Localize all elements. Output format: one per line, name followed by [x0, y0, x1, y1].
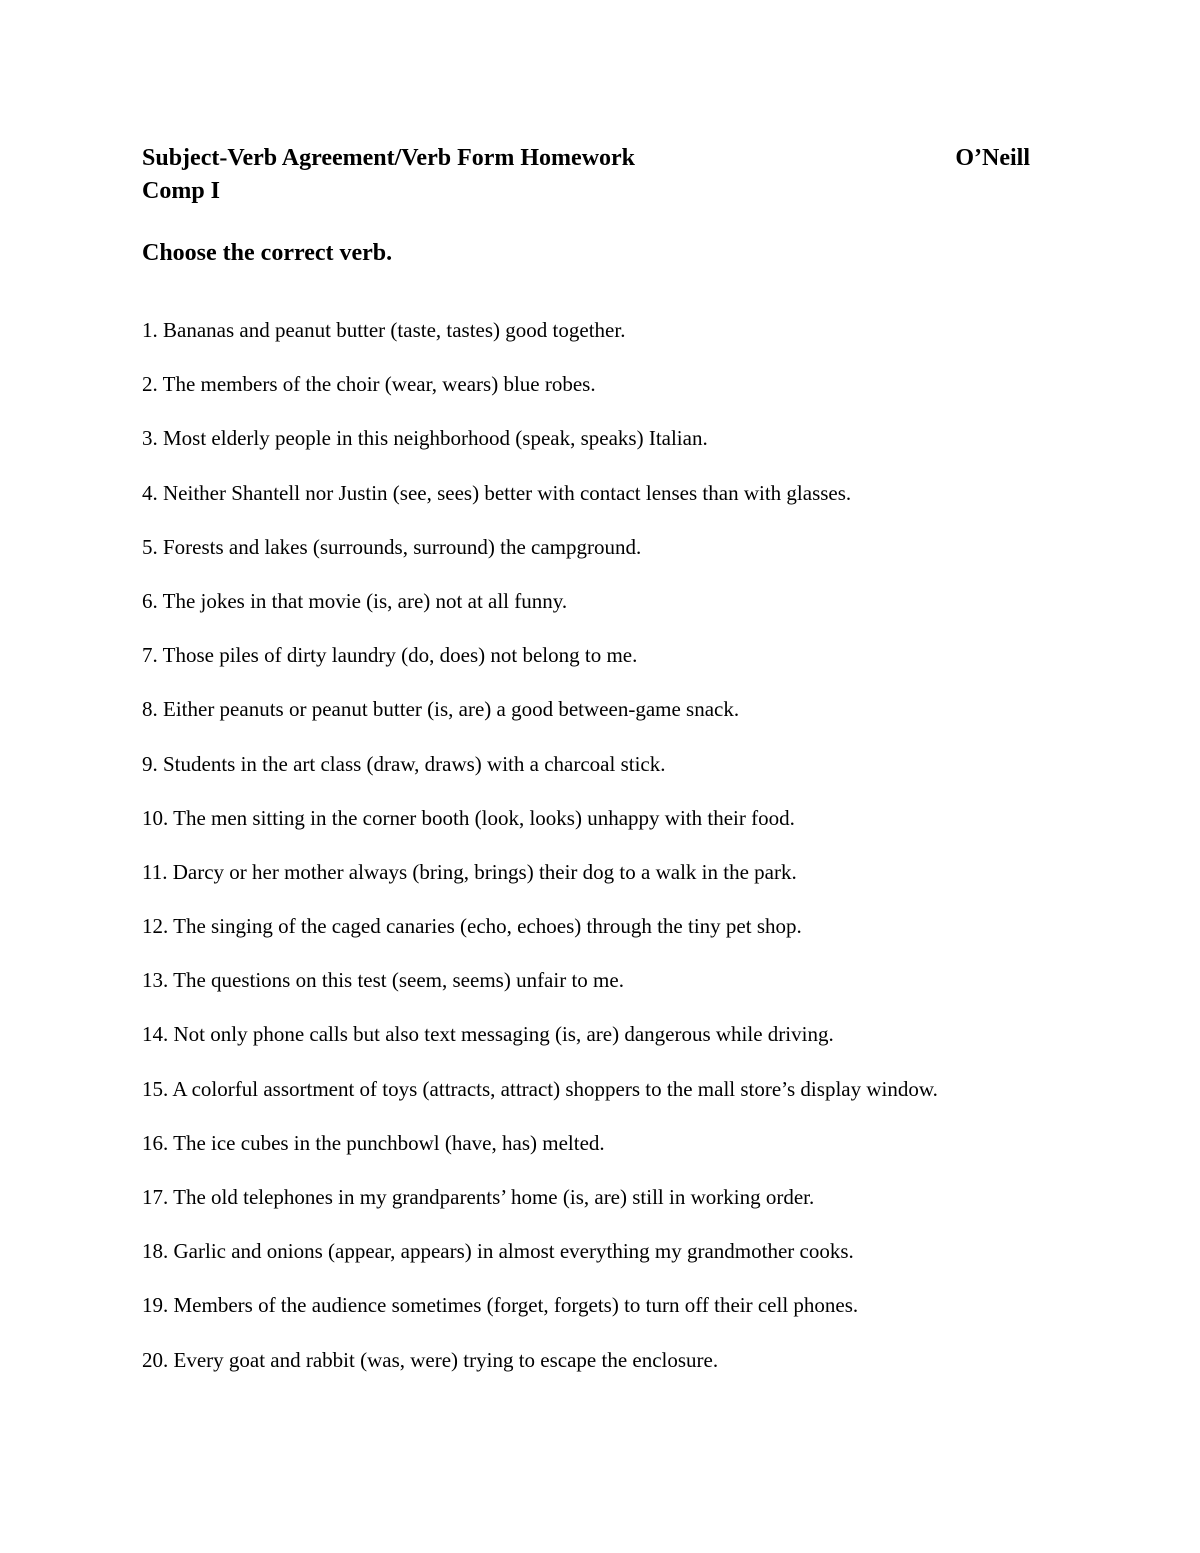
author-name: O’Neill	[955, 145, 1030, 171]
exercise-item: 18. Garlic and onions (appear, appears) in almost everything my grandmother cooks.	[142, 1239, 854, 1264]
exercise-item: 13. The questions on this test (seem, seems) unfair to me.	[142, 968, 624, 993]
exercise-item: 10. The men sitting in the corner booth (look, looks) unhappy with their food.	[142, 805, 795, 830]
document-title: Subject-Verb Agreement/Verb Form Homework	[142, 145, 636, 171]
exercise-item: 9. Students in the art class (draw, draws) with a charcoal stick.	[142, 751, 666, 776]
exercise-item: 8. Either peanuts or peanut butter (is, are) a good between-game snack.	[142, 697, 740, 722]
exercise-item: 19. Members of the audience sometimes (forget, forgets) to turn off their cell phones.	[142, 1293, 859, 1318]
exercise-item: 7. Those piles of dirty laundry (do, does) not belong to me.	[142, 643, 638, 668]
title-row	[142, 143, 1032, 173]
course-name: Comp I	[142, 178, 221, 204]
exercise-item: 5. Forests and lakes (surrounds, surround) the campground.	[142, 534, 642, 559]
exercise-item: 11. Darcy or her mother always (bring, brings) their dog to a walk in the park.	[142, 859, 797, 884]
instructions-heading: Choose the correct verb.	[142, 240, 393, 266]
exercise-item: 4. Neither Shantell nor Justin (see, sees) better with contact lenses than with glasses.	[142, 480, 852, 505]
exercise-item: 3. Most elderly people in this neighborhood (speak, speaks) Italian.	[142, 426, 708, 451]
exercise-item: 14. Not only phone calls but also text messaging (is, are) dangerous while driving.	[142, 1022, 834, 1047]
exercise-item: 17. The old telephones in my grandparents’ home (is, are) still in working order.	[142, 1185, 815, 1209]
exercise-item: 12. The singing of the caged canaries (echo, echoes) through the tiny pet shop.	[142, 914, 802, 939]
exercise-item: 6. The jokes in that movie (is, are) not at all funny.	[142, 588, 568, 613]
exercise-item: 16. The ice cubes in the punchbowl (have, has) melted.	[142, 1130, 605, 1155]
exercise-item: 20. Every goat and rabbit (was, were) trying to escape the enclosure.	[142, 1347, 719, 1372]
exercise-list	[142, 316, 1062, 1400]
exercise-item: 15. A colorful assortment of toys (attracts, attract) shoppers to the mall store’s display window.	[142, 1076, 938, 1101]
exercise-item: 2. The members of the choir (wear, wears) blue robes.	[142, 372, 596, 397]
exercise-item: 1. Bananas and peanut butter (taste, tastes) good together.	[142, 318, 626, 342]
